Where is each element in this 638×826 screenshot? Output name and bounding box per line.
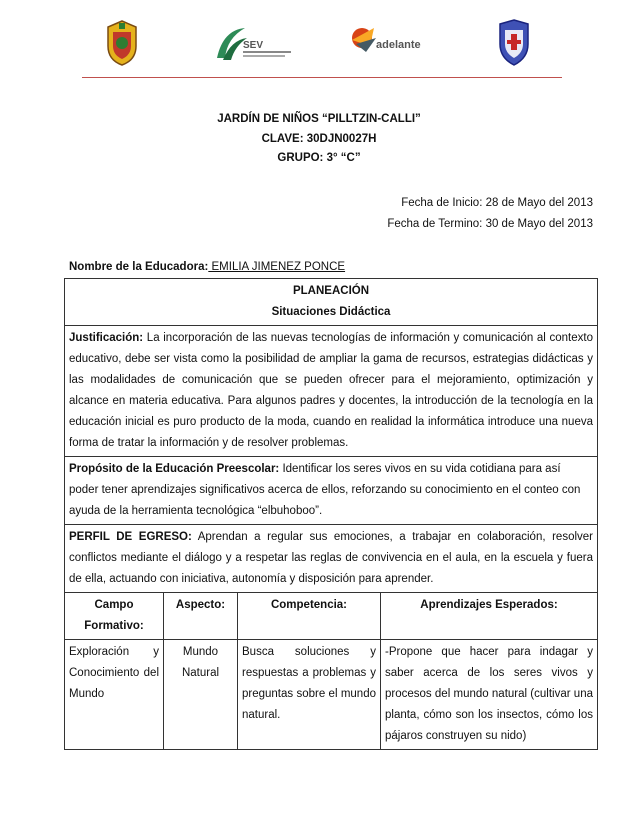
educadora-label: Nombre de la Educadora: (69, 261, 209, 273)
justificacion-cell (65, 326, 598, 457)
header-competencia: Competencia: (238, 593, 381, 640)
justificacion-label: Justificación: (69, 332, 144, 344)
header-divider (82, 77, 562, 78)
planeacion-header-cell (65, 279, 598, 326)
logos-bar (0, 18, 638, 78)
proposito-label: Propósito de la Educación Preescolar: (69, 463, 280, 475)
svg-text:SEV: SEV (243, 40, 264, 51)
proposito-cell (65, 457, 598, 525)
header-campo: Campo Formativo: (65, 593, 164, 640)
fecha-termino: Fecha de Termino: 30 de Mayo del 2013 (387, 218, 593, 230)
cell-aspecto: Mundo Natural (164, 640, 238, 750)
sev-logo (213, 18, 303, 68)
cell-competencia: Busca soluciones y respuestas a problemas y preguntas sobre el mundo natural. (238, 640, 381, 750)
veracruz-shield-logo (102, 18, 142, 68)
planeacion-table (64, 278, 598, 750)
cell-aprendizaje: -Propone que hacer para indagar y saber acerca de los seres vivos y procesos del mundo natural (cultivar una planta, cómo son los insectos, cómo los pájaros construyen su nido) (381, 640, 598, 750)
educadora-name: EMILIA JIMENEZ PONCE (208, 261, 346, 273)
institution-shield-logo (496, 18, 532, 68)
header-aspecto: Aspecto: (164, 593, 238, 640)
adelante-logo (346, 18, 426, 68)
perfil-label: PERFIL DE EGRESO: (69, 531, 192, 543)
clave-line: CLAVE: 30DJN0027H (261, 133, 377, 145)
planeacion-title: PLANEACIÓN (292, 285, 370, 297)
school-name: JARDÍN DE NIÑOS “PILLTZIN-CALLI” (217, 113, 421, 125)
perfil-cell (65, 525, 598, 593)
header-aprendizajes: Aprendizajes Esperados: (381, 593, 598, 640)
educadora-line (69, 261, 345, 273)
grupo-line: GRUPO: 3° “C” (277, 152, 361, 164)
planeacion-subtitle: Situaciones Didáctica (271, 306, 391, 318)
fecha-inicio: Fecha de Inicio: 28 de Mayo del 2013 (401, 197, 593, 209)
svg-text:adelante: adelante (376, 39, 421, 51)
cell-campo: Exploración y Conocimiento del Mundo (65, 640, 164, 750)
perfil-text: Aprendan a regular sus emociones, a trabajar en colaboración, resolver conflictos mediante el diálogo y a respetar las reglas de convivencia en el aula, en la escuela y fuera de ella, actuando con iniciativa, autonomía y disposición para aprender. (69, 531, 593, 585)
proposito-text: Identificar los seres vivos en su vida cotidiana para así poder tener aprendizajes significativos acerca de ellos, reforzando su conocimiento en el conteo con ayuda de la herramienta tecnológica “elbuhoboo”. (69, 463, 581, 517)
justificacion-text: La incorporación de las nuevas tecnologías de información y comunicación al contexto educativo, debe ser vista como la posibilidad de ampliar la gama de recursos, estrategias didácticas y las modalidades de comunicación que se pueden ofrecer para el mejoramiento, optimización y alcance en materia educativa. Para algunos padres y docentes, la introducción de la tecnología en la educación inicial es puro producto de la moda, cuando en realidad la informática introduce una nueva forma de tratar la información y de resolver problemas. (69, 332, 593, 449)
